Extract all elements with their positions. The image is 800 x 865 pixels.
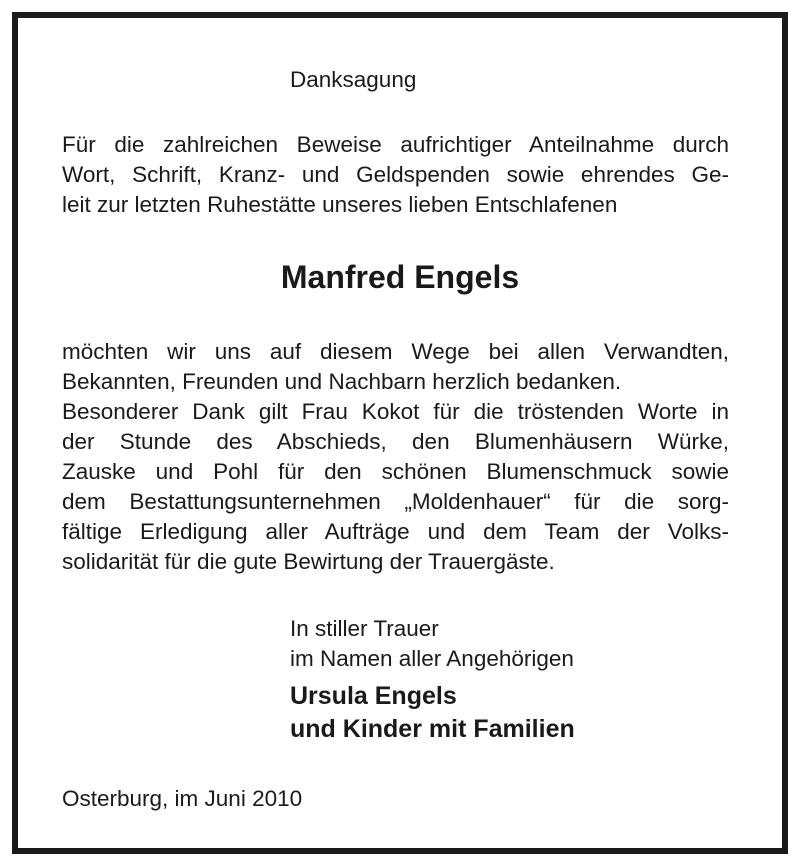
- intro-line-3: leit zur letzten Ruhestätte unseres lieben Entschlafenen: [62, 192, 618, 217]
- intro-line-1: Für die zahlreichen Beweise aufrichtiger Anteilnahme durch: [62, 132, 729, 157]
- body-line-4: der Stunde des Abschieds, den Blumenhäusern Würke,: [62, 429, 729, 454]
- body-line-5: Zauske und Pohl für den schönen Blumenschmuck sowie: [62, 459, 729, 484]
- heading: Danksagung: [290, 67, 417, 92]
- obituary-card: [12, 12, 788, 854]
- signatory-line-2: und Kinder mit Familien: [290, 715, 575, 743]
- closing-line-1: In stiller Trauer: [290, 616, 439, 641]
- body-line-6: dem Bestattungsunternehmen „Moldenhauer“ für die sorg-: [62, 489, 729, 514]
- intro-line-2: Wort, Schrift, Kranz- und Geldspenden sowie ehrendes Ge-: [62, 162, 729, 187]
- body-line-7: fältige Erledigung aller Aufträge und dem Team der Volks-: [62, 519, 729, 544]
- place-date: Osterburg, im Juni 2010: [62, 786, 303, 811]
- deceased-name: Manfred Engels: [280, 259, 520, 295]
- body-line-3: Besonderer Dank gilt Frau Kokot für die tröstenden Worte in: [62, 399, 729, 424]
- signatory-line-1: Ursula Engels: [290, 682, 457, 710]
- body-line-1: möchten wir uns auf diesem Wege bei allen Verwandten,: [62, 339, 729, 364]
- body-line-2: Bekannten, Freunden und Nachbarn herzlich bedanken.: [62, 369, 622, 394]
- body-line-8: solidarität für die gute Bewirtung der Trauergäste.: [62, 549, 555, 574]
- closing-line-2: im Namen aller Angehörigen: [290, 646, 574, 671]
